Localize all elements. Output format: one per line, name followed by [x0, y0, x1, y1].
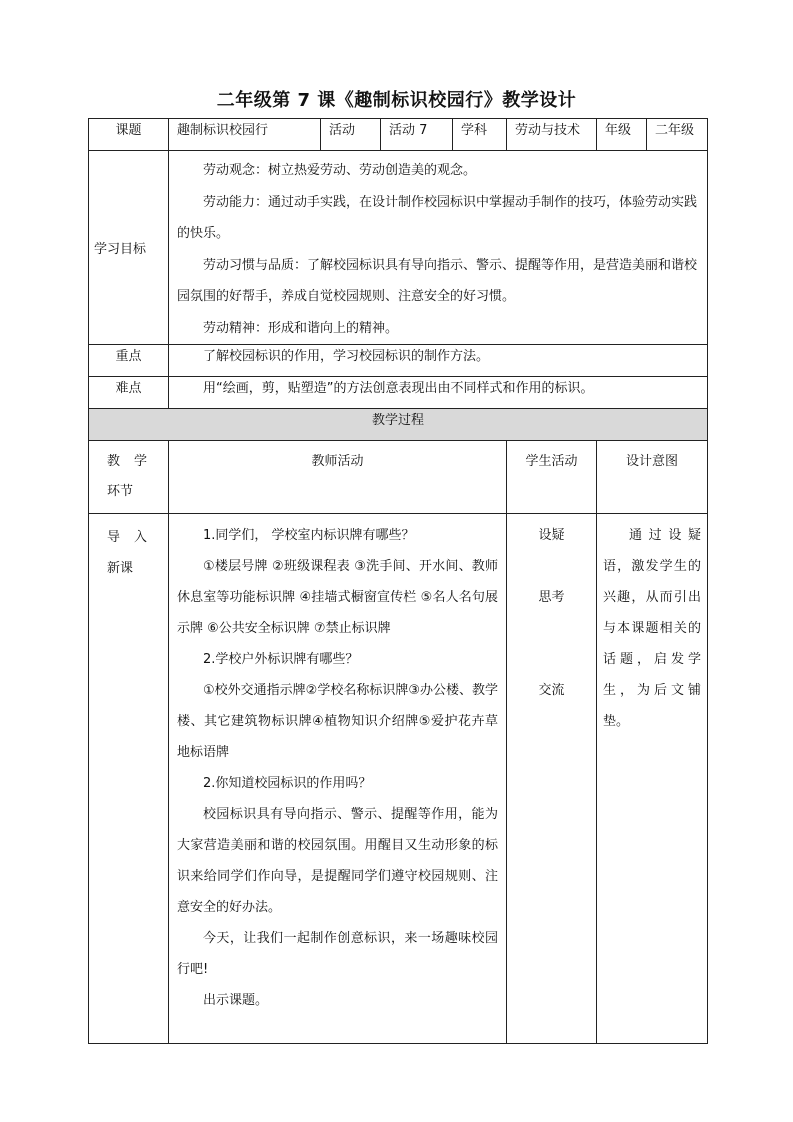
activity-value: 活动 7 — [381, 119, 453, 151]
student-activity-item: 设疑 — [538, 528, 565, 543]
topic-value: 趣制标识校园行 — [169, 119, 321, 151]
intent-column-header: 设计意图 — [597, 441, 708, 514]
teacher-line: 2.你知道校园标识的作用吗？ — [203, 776, 372, 791]
teacher-line: ①校外交通指示牌②学校名称标识牌③办公楼、教学楼、其它建筑物标识牌④植物知识介绍牌⑤爱护花卉草地标语牌 — [177, 683, 498, 760]
lesson-plan-table — [88, 118, 708, 1044]
process-column-header-row — [89, 441, 708, 514]
grade-value: 二年级 — [647, 119, 708, 151]
stage-header-line2: 环节 — [107, 484, 134, 499]
topic-label: 课题 — [89, 119, 169, 151]
teacher-line: ①楼层号牌 ②班级课程表 ③洗手间、开水间、教师休息室等功能标识牌 ④挂墙式橱窗宣传栏 ⑤名人名句展示牌 ⑥公共安全标识牌 ⑦禁止标识牌 — [177, 559, 498, 636]
teacher-line: 校园标识具有导向指示、警示、提醒等作用，能为大家营造美丽和谐的校园氛围。用醒目又生动形象的标识来给同学们作向导，是提醒同学们遵守校园规则、注意安全的好办法。 — [177, 807, 498, 915]
goals-label: 学习目标 — [89, 151, 169, 345]
design-intent-cell — [597, 514, 708, 1044]
teacher-line: 2.学校户外标识牌有哪些？ — [203, 652, 359, 667]
design-intent-text: 通过设疑语，激发学生的兴趣，从而引出与本课题相关的话题，启发学生，为后文铺垫。 — [603, 528, 701, 729]
document-title: 二年级第 7 课《趣制标识校园行》教学设计 — [216, 90, 577, 111]
stage-column-header — [89, 441, 169, 514]
goal-item: 劳动观念：树立热爱劳动、劳动创造美的观念。 — [203, 163, 477, 178]
teacher-line: 出示课题。 — [203, 993, 269, 1008]
process-section-row — [89, 409, 708, 441]
difficulty-text: 用“绘画，剪，贴塑造”的方法创意表现出由不同样式和作用的标识。 — [169, 377, 708, 409]
key-point-row — [89, 345, 708, 377]
student-activity-item: 思考 — [538, 590, 565, 605]
key-point-text: 了解校园标识的作用，学习校园标识的制作方法。 — [169, 345, 708, 377]
stage-header-line1: 教学 — [107, 454, 162, 469]
teacher-activity-cell — [169, 514, 507, 1044]
process-body-row — [89, 514, 708, 1044]
goal-item: 劳动习惯与品质：了解校园标识具有导向指示、警示、提醒等作用，是营造美丽和谐校园氛围的好帮手，养成自觉校园规则、注意安全的好习惯。 — [177, 257, 698, 304]
goal-item: 劳动能力：通过动手实践，在设计制作校园标识中掌握动手制作的技巧，体验劳动实践的快乐。 — [177, 194, 698, 241]
header-row — [89, 119, 708, 151]
process-title: 教学过程 — [89, 409, 708, 441]
teacher-column-header: 教师活动 — [169, 441, 507, 514]
stage-line1: 导入 — [107, 530, 162, 545]
teacher-line: 1.同学们， 学校室内标识牌有哪些？ — [203, 528, 415, 543]
stage-line2: 新课 — [107, 561, 134, 576]
subject-value: 劳动与技术 — [507, 119, 597, 151]
goals-row — [89, 151, 708, 345]
difficulty-label: 难点 — [89, 377, 169, 409]
grade-label: 年级 — [597, 119, 647, 151]
stage-cell — [89, 514, 169, 1044]
student-column-header: 学生活动 — [507, 441, 597, 514]
student-activity-item: 交流 — [538, 683, 565, 698]
teacher-line: 今天，让我们一起制作创意标识，来一场趣味校园行吧! — [177, 931, 498, 977]
difficulty-row — [89, 377, 708, 409]
key-point-label: 重点 — [89, 345, 169, 377]
activity-label: 活动 — [321, 119, 381, 151]
goal-item: 劳动精神：形成和谐向上的精神。 — [203, 320, 399, 336]
goals-content — [169, 151, 708, 345]
student-activity-cell — [507, 514, 597, 1044]
subject-label: 学科 — [453, 119, 507, 151]
